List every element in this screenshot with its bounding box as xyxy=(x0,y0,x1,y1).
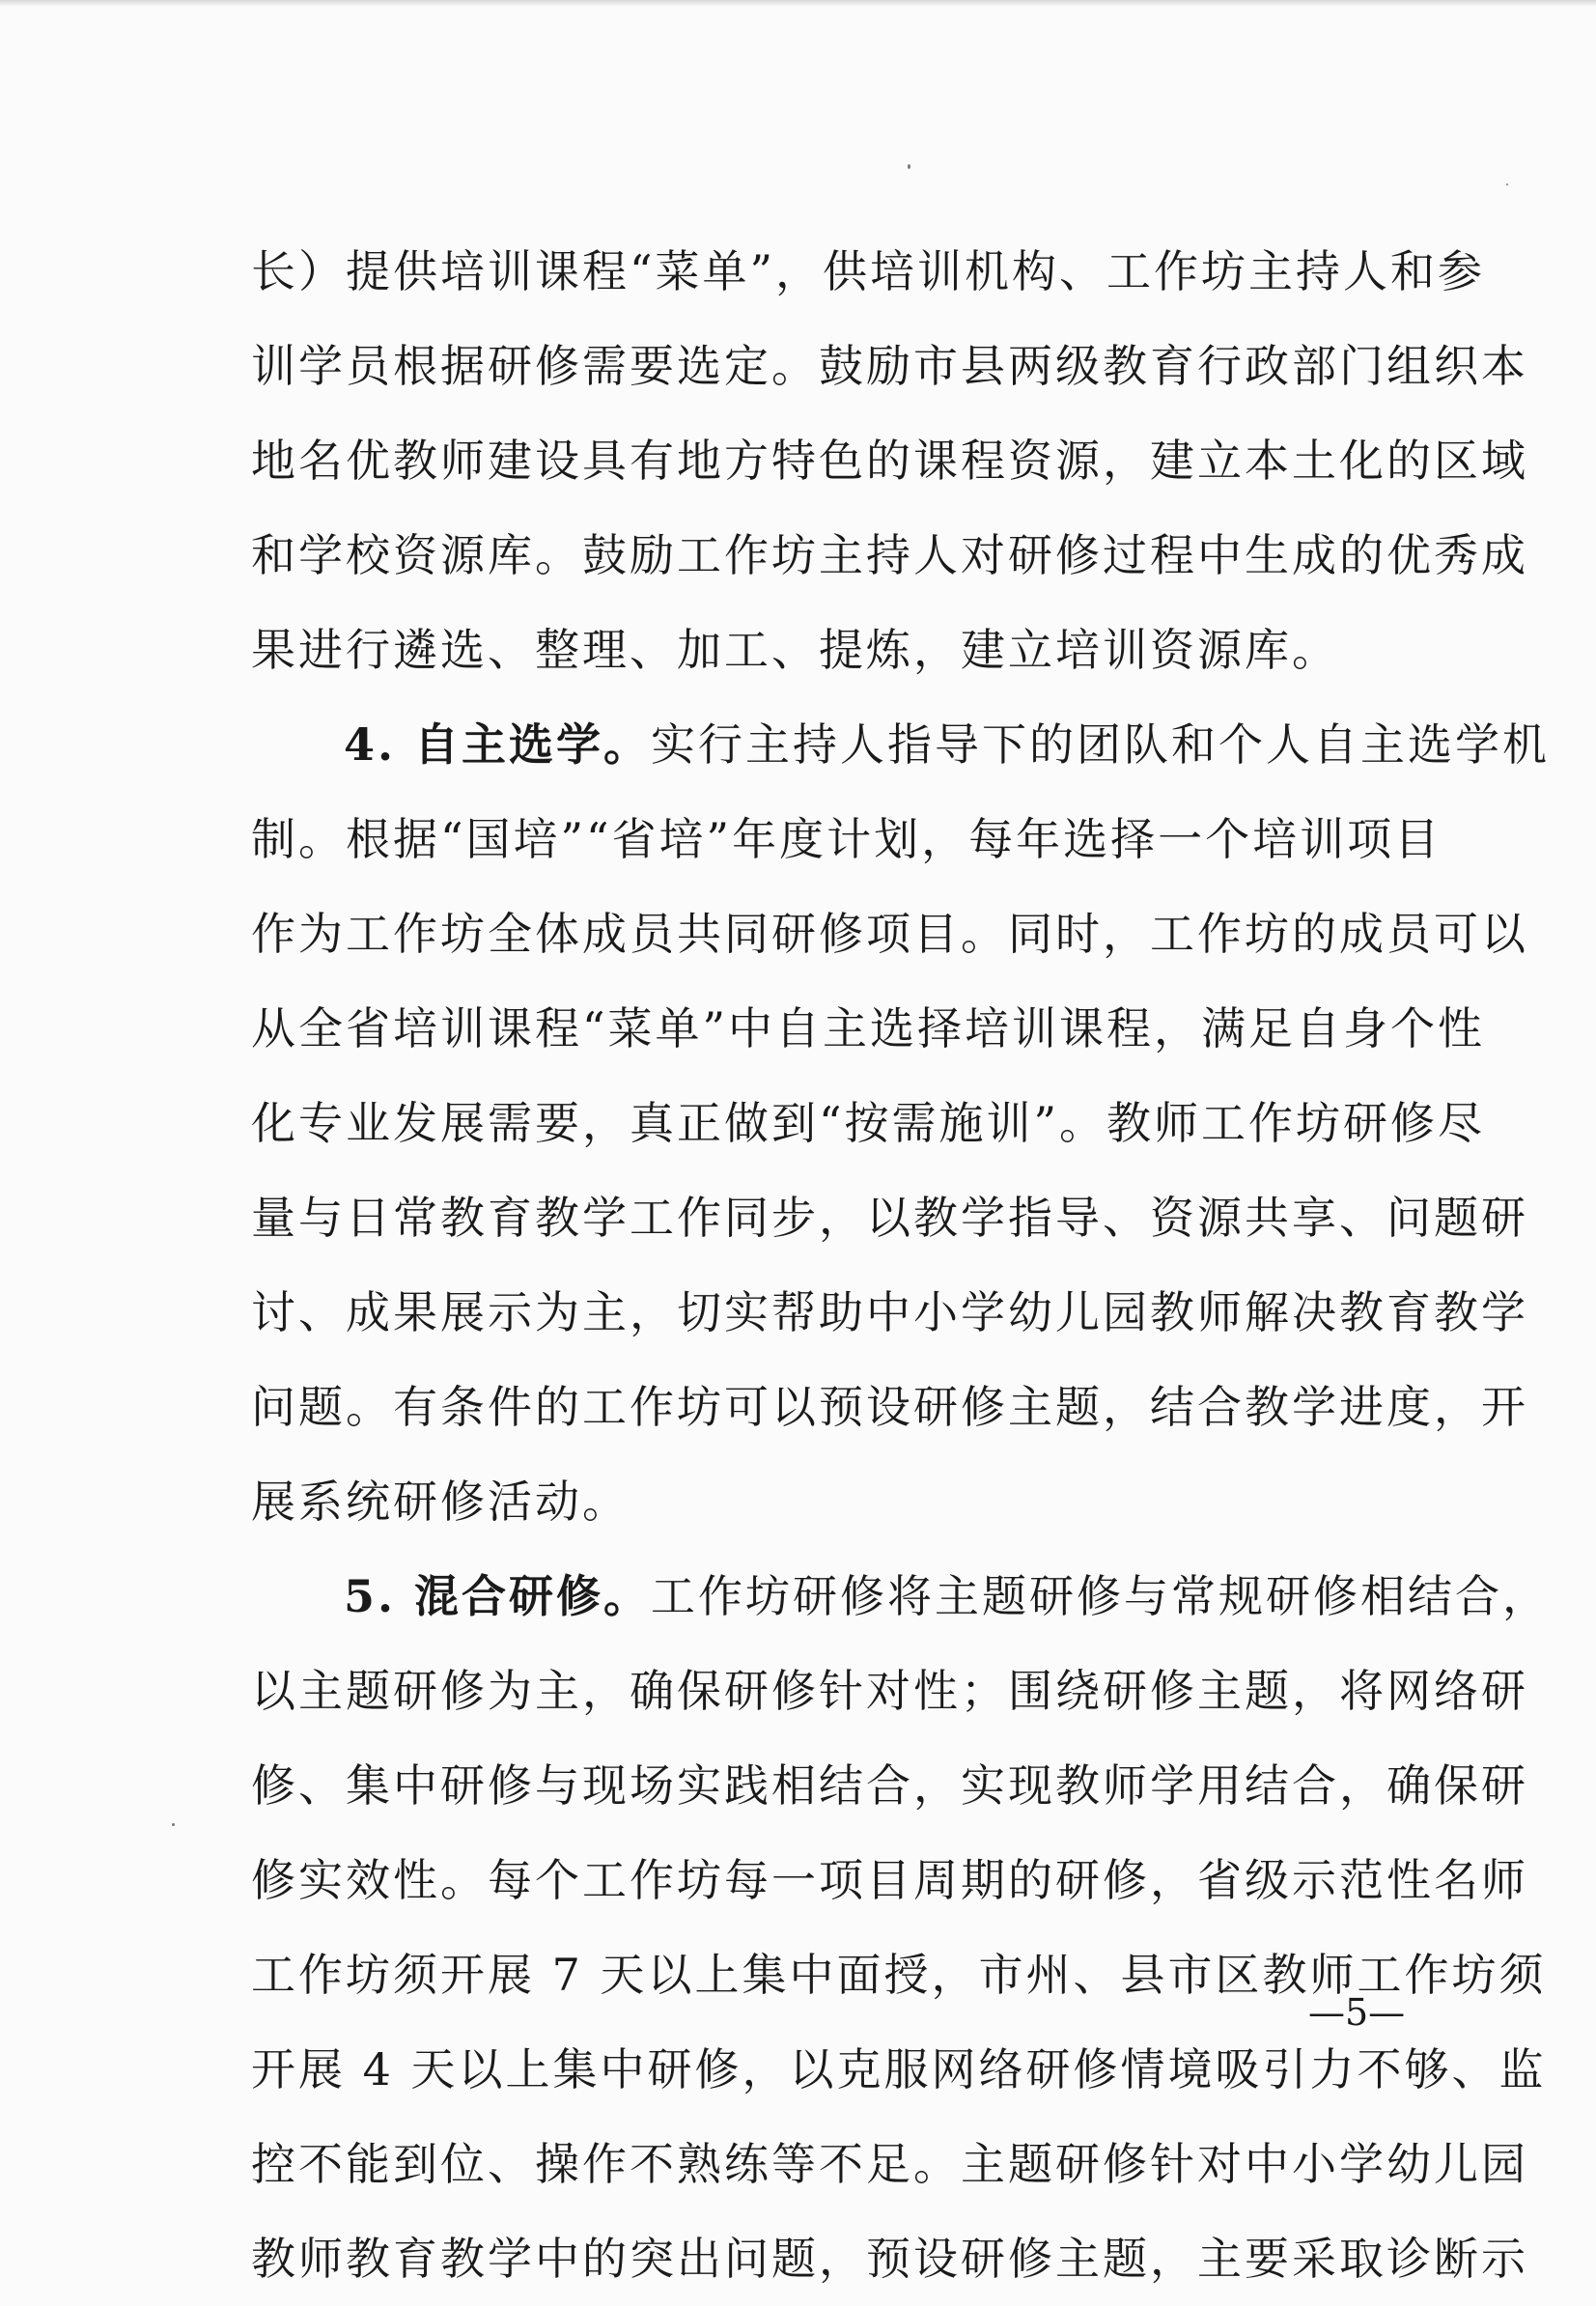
text-line: 长）提供培训课程“菜单”，供培训机构、工作坊主持人和参 xyxy=(251,245,1486,297)
text-line: 和学校资源库。鼓励工作坊主持人对研修过程中生成的优秀成 xyxy=(251,529,1528,581)
text-line: 讨、成果展示为主，切实帮助中小学幼儿园教师解决教育教学 xyxy=(251,1286,1528,1338)
text-line: 地名优教师建设具有地方特色的课程资源，建立本土化的区域 xyxy=(251,435,1528,487)
page-number: —5— xyxy=(1308,1991,1406,2034)
scan-speck xyxy=(908,164,910,169)
text-line: 修、集中研修与现场实践相结合，实现教师学用结合，确保研 xyxy=(251,1759,1528,1812)
text-line: 制。根据“国培”“省培”年度计划，每年选择一个培训项目 xyxy=(251,813,1442,865)
text-line-first xyxy=(251,1549,1551,1644)
text-line: 以主题研修为主，确保研修针对性；围绕研修主题，将网络研 xyxy=(251,1665,1528,1717)
text-line: 修实效性。每个工作坊每一项目周期的研修，省级示范性名师 xyxy=(251,1854,1528,1906)
text-line: 控不能到位、操作不熟练等不足。主题研修针对中小学幼儿园 xyxy=(251,2138,1528,2190)
text-line: 量与日常教育教学工作同步，以教学指导、资源共享、问题研 xyxy=(251,1192,1528,1244)
text-line-first xyxy=(251,697,1551,792)
scan-speck xyxy=(172,1823,175,1826)
text-line: 化专业发展需要，真正做到“按需施训”。教师工作坊研修尽 xyxy=(251,1097,1486,1149)
text-line: 作为工作坊全体成员共同研修项目。同时，工作坊的成员可以 xyxy=(251,908,1528,960)
text-line: 工作坊须开展 7 天以上集中面授，市州、县市区教师工作坊须 xyxy=(251,1949,1547,2001)
paragraph-course-resources xyxy=(251,224,1528,697)
section-heading: 5. 混合研修。 xyxy=(344,1570,652,1622)
scan-speck xyxy=(1506,183,1508,185)
section-heading: 4. 自主选学。 xyxy=(344,718,652,771)
text-line: 教师教育教学中的突出问题，预设研修主题，主要采取诊断示 xyxy=(251,2233,1528,2285)
text-line: 训学员根据研修需要选定。鼓励市县两级教育行政部门组织本 xyxy=(251,340,1528,392)
scan-top-edge xyxy=(0,0,1596,6)
text-line: 开展 4 天以上集中研修，以克服网络研修情境吸引力不够、监 xyxy=(251,2043,1547,2095)
document-body xyxy=(251,224,1551,2306)
text-line: 问题。有条件的工作坊可以预设研修主题，结合教学进度，开 xyxy=(251,1381,1528,1433)
text-line: 展系统研修活动。 xyxy=(251,1476,630,1528)
text-line: 果进行遴选、整理、加工、提炼，建立培训资源库。 xyxy=(251,624,1339,676)
text-run: 实行主持人指导下的团队和个人自主选学机 xyxy=(651,718,1551,771)
text-line: 从全省培训课程“菜单”中自主选择培训课程，满足自身个性 xyxy=(251,1002,1486,1055)
paragraph-self-selected-study xyxy=(251,697,1551,1549)
text-run: 工作坊研修将主题研修与常规研修相结合， xyxy=(651,1570,1551,1622)
paragraph-blended-training xyxy=(251,1549,1551,2306)
